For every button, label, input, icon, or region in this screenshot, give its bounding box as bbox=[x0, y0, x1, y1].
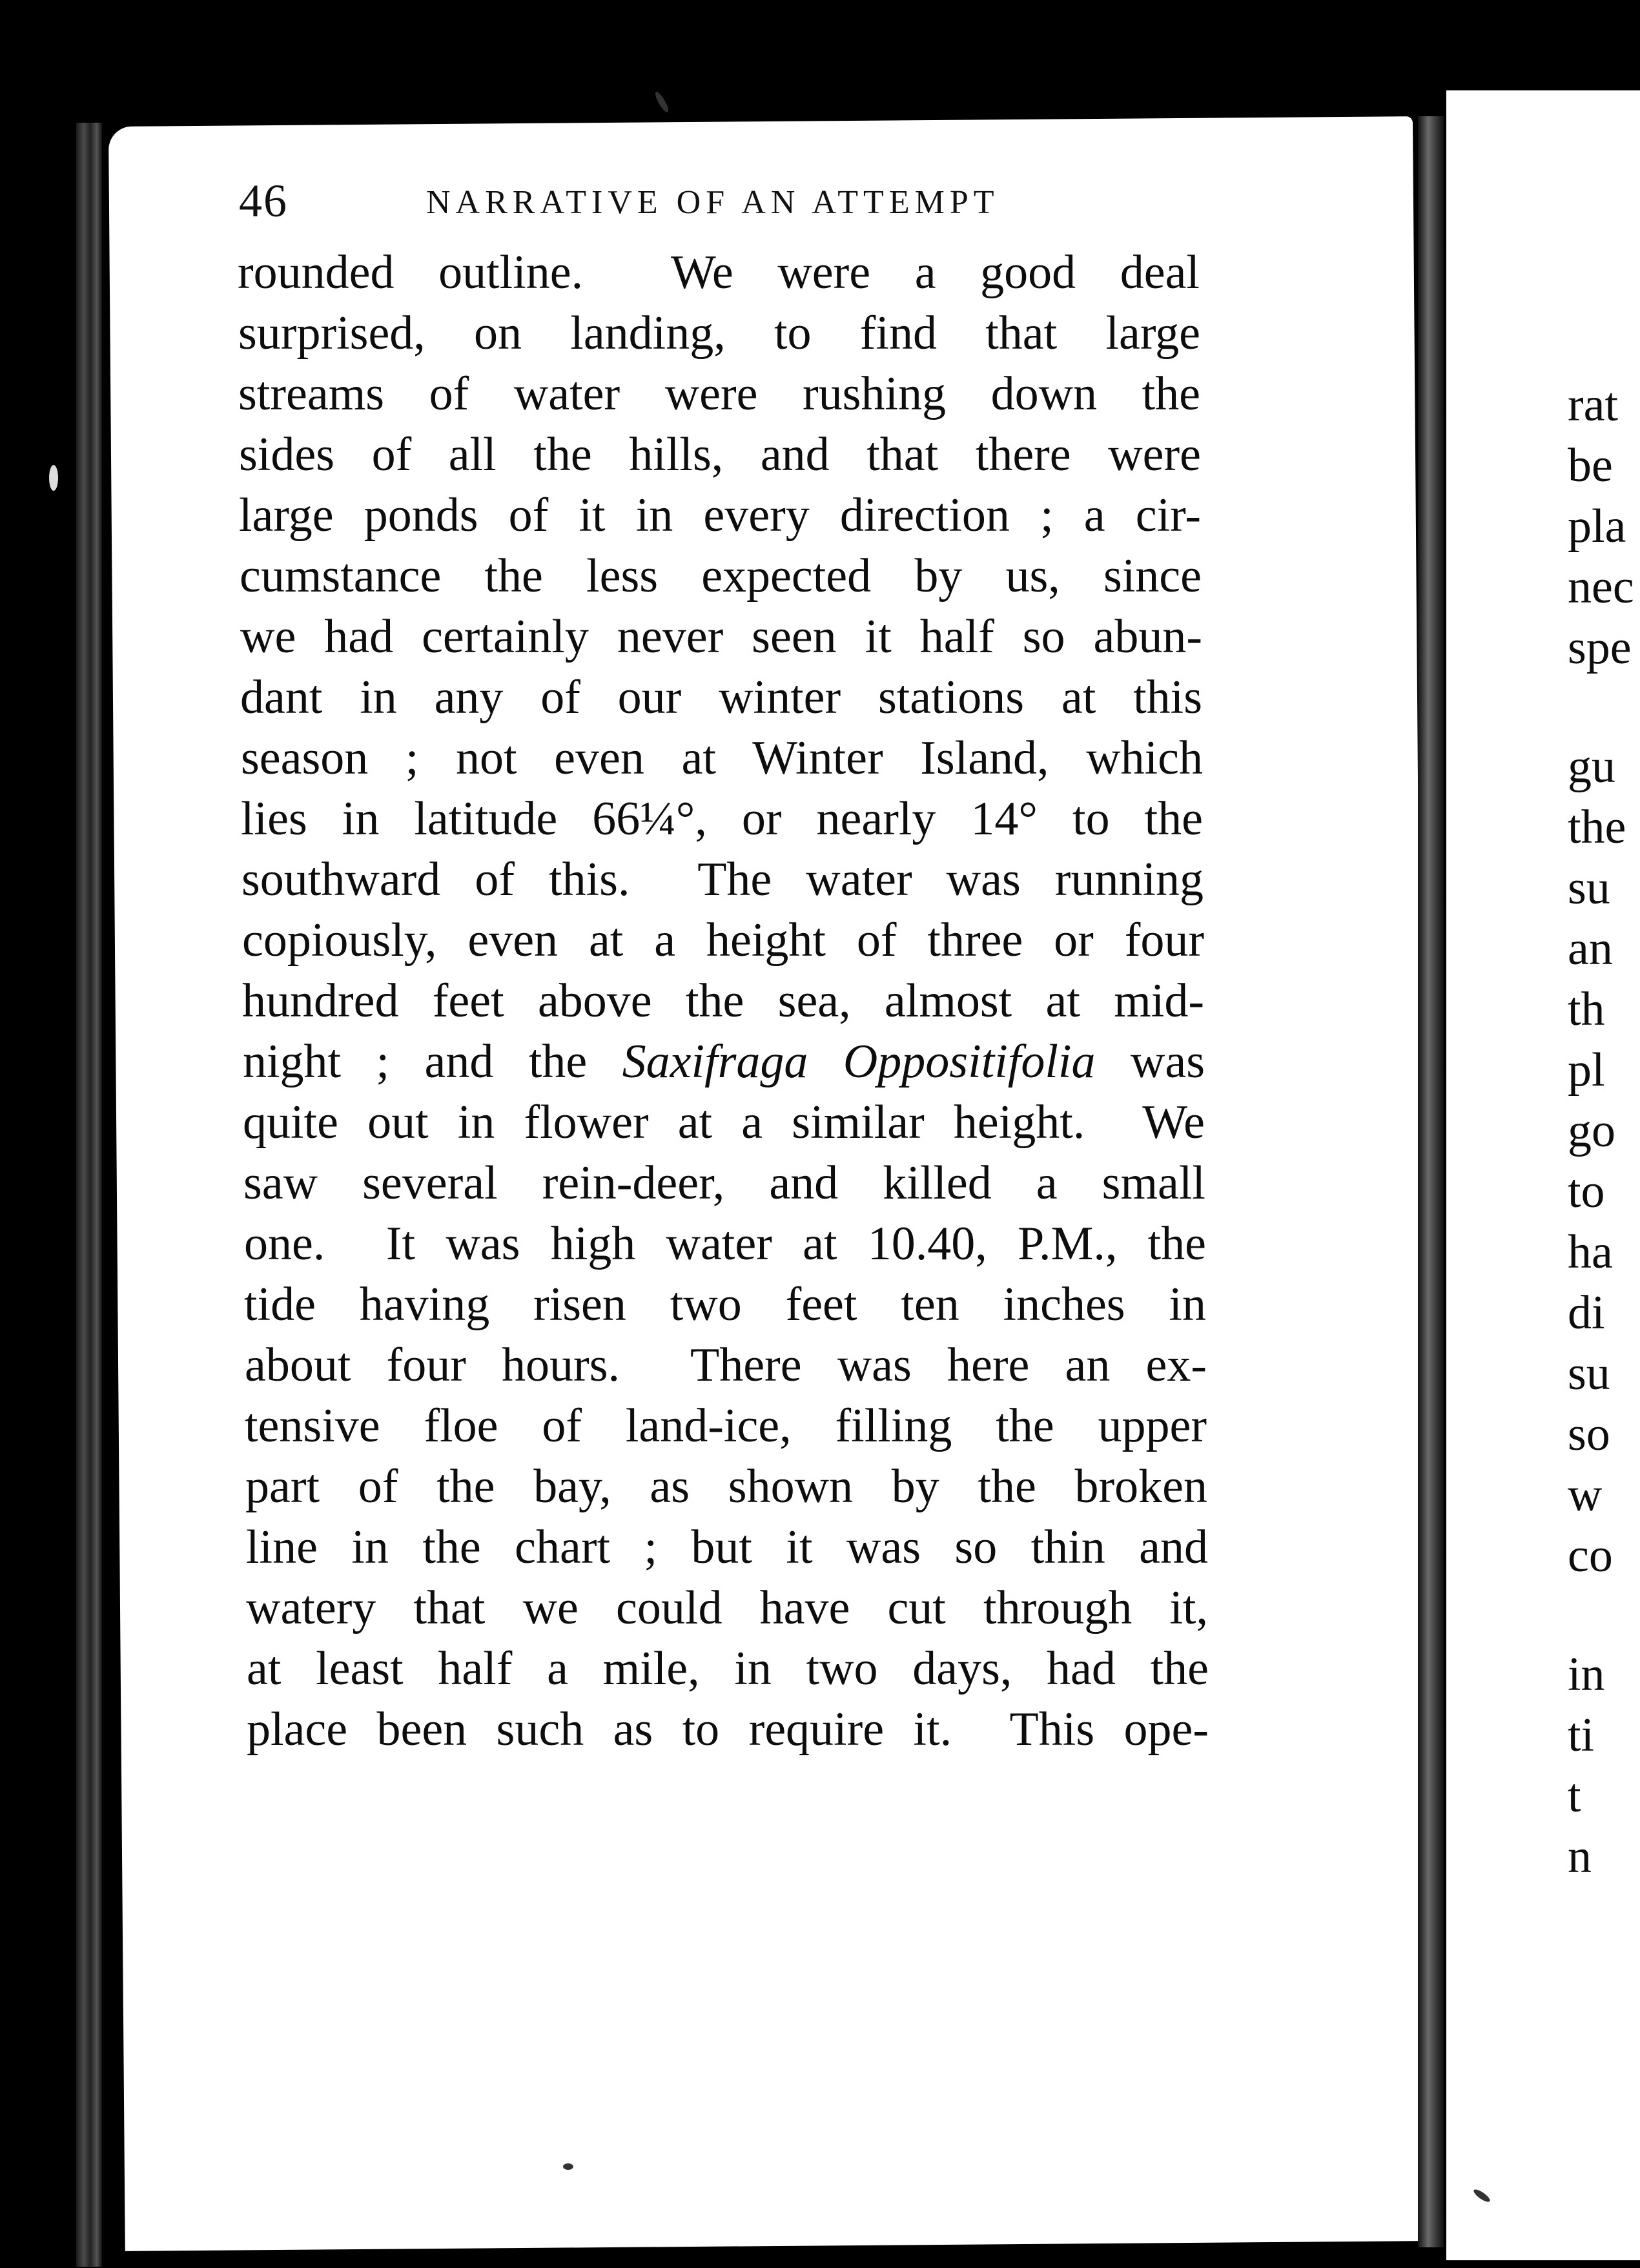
text-line bbox=[245, 1396, 1207, 1456]
facing-page-fragment: n bbox=[1568, 1830, 1592, 1883]
facing-page-fragment: go bbox=[1568, 1104, 1615, 1157]
page-header bbox=[239, 174, 1220, 245]
text-line bbox=[241, 728, 1203, 789]
text-line bbox=[247, 1699, 1209, 1760]
text-segment: southward of this. The water was running bbox=[241, 853, 1204, 906]
text-line bbox=[246, 1578, 1208, 1638]
text-segment: quite out in flower at a similar height. We bbox=[243, 1096, 1205, 1149]
running-head: NARRATIVE OF AN ATTEMPT bbox=[426, 184, 999, 221]
text-segment: place been such as to require it. This ope- bbox=[247, 1703, 1209, 1756]
text-line bbox=[244, 1274, 1206, 1335]
ink-speck bbox=[563, 2163, 573, 2170]
italic-species-name: Saxifraga Oppositifolia bbox=[622, 1035, 1096, 1088]
text-segment: large ponds of it in every direction ; a cir- bbox=[239, 489, 1201, 542]
facing-page-fragment: ti bbox=[1568, 1709, 1595, 1762]
facing-page-fragment: ha bbox=[1568, 1226, 1613, 1279]
text-segment: night ; and the bbox=[243, 1035, 622, 1088]
facing-page-fragment: be bbox=[1568, 439, 1613, 492]
text-line bbox=[240, 667, 1202, 728]
text-line bbox=[241, 849, 1204, 910]
text-segment: we had certainly never seen it half so abun- bbox=[240, 610, 1202, 663]
text-segment: streams of water were rushing down the bbox=[238, 367, 1200, 420]
gutter-edge bbox=[1418, 116, 1444, 2247]
facing-page-fragment: co bbox=[1568, 1529, 1613, 1582]
facing-page-fragment: nec bbox=[1568, 561, 1634, 613]
text-line bbox=[246, 1517, 1208, 1578]
text-line bbox=[238, 242, 1200, 303]
text-line bbox=[240, 546, 1202, 606]
text-line bbox=[245, 1335, 1207, 1396]
facing-page-fragment: in bbox=[1568, 1648, 1605, 1701]
facing-page-fragment: pla bbox=[1568, 500, 1626, 553]
facing-page-fragment: an bbox=[1568, 922, 1613, 975]
text-segment: line in the chart ; but it was so thin and bbox=[246, 1521, 1208, 1574]
facing-page-fragment: th bbox=[1568, 983, 1605, 1036]
facing-page-fragment: su bbox=[1568, 861, 1610, 914]
text-segment: dant in any of our winter stations at this bbox=[240, 671, 1202, 724]
facing-page-fragment: pl bbox=[1568, 1044, 1605, 1097]
facing-page-fragment: su bbox=[1568, 1347, 1610, 1400]
text-segment: hundred feet above the sea, almost at mid- bbox=[242, 974, 1204, 1027]
facing-page-fragment: t bbox=[1568, 1769, 1581, 1822]
text-segment: copiously, even at a height of three or four bbox=[242, 914, 1204, 967]
text-line bbox=[242, 971, 1204, 1031]
text-line bbox=[241, 789, 1203, 849]
ink-speck bbox=[653, 90, 671, 114]
text-segment: at least half a mile, in two days, had the bbox=[247, 1642, 1209, 1695]
page-number: 46 bbox=[239, 175, 288, 227]
body-text bbox=[238, 242, 1209, 1760]
text-line bbox=[245, 1456, 1207, 1517]
text-line bbox=[244, 1213, 1206, 1274]
text-segment: was bbox=[1095, 1035, 1205, 1088]
text-segment: sides of all the hills, and that there were bbox=[239, 428, 1201, 481]
text-line bbox=[239, 424, 1201, 485]
facing-page-fragment: spe bbox=[1568, 621, 1632, 674]
text-segment: one. It was high water at 10.40, P.M., the bbox=[244, 1217, 1206, 1270]
text-line bbox=[242, 910, 1204, 971]
text-segment: part of the bay, as shown by the broken bbox=[245, 1460, 1207, 1513]
facing-page-fragment: so bbox=[1568, 1408, 1610, 1461]
facing-page-fragment: rat bbox=[1568, 378, 1619, 431]
text-segment: cumstance the less expected by us, since bbox=[240, 550, 1202, 603]
facing-page-fragment: the bbox=[1568, 801, 1626, 854]
text-line bbox=[240, 606, 1202, 667]
text-segment: season ; not even at Winter Island, which bbox=[241, 732, 1203, 785]
facing-page-fragment: di bbox=[1568, 1286, 1605, 1339]
text-segment: watery that we could have cut through it, bbox=[246, 1582, 1208, 1634]
text-segment: rounded outline. We were a good deal bbox=[238, 246, 1200, 299]
left-book-edge bbox=[76, 123, 102, 2267]
text-segment: tide having risen two feet ten inches in bbox=[244, 1278, 1206, 1331]
text-line bbox=[243, 1092, 1205, 1153]
text-segment: surprised, on landing, to find that large bbox=[238, 307, 1200, 360]
text-segment: lies in latitude 66¼°, or nearly 14° to the bbox=[241, 792, 1203, 845]
text-line bbox=[243, 1031, 1205, 1092]
text-line bbox=[238, 364, 1200, 424]
facing-page-fragment: w bbox=[1568, 1469, 1603, 1521]
text-line bbox=[243, 1153, 1205, 1213]
ink-speck bbox=[49, 465, 58, 491]
facing-page-fragment: gu bbox=[1568, 740, 1615, 793]
text-segment: saw several rein-deer, and killed a small bbox=[243, 1157, 1205, 1210]
text-segment: tensive floe of land-ice, filling the upper bbox=[245, 1399, 1207, 1452]
text-segment: about four hours. There was here an ex- bbox=[245, 1339, 1207, 1392]
text-line bbox=[238, 303, 1200, 364]
facing-page-fragment: to bbox=[1568, 1165, 1605, 1218]
text-line bbox=[247, 1638, 1209, 1699]
text-line bbox=[239, 485, 1201, 546]
